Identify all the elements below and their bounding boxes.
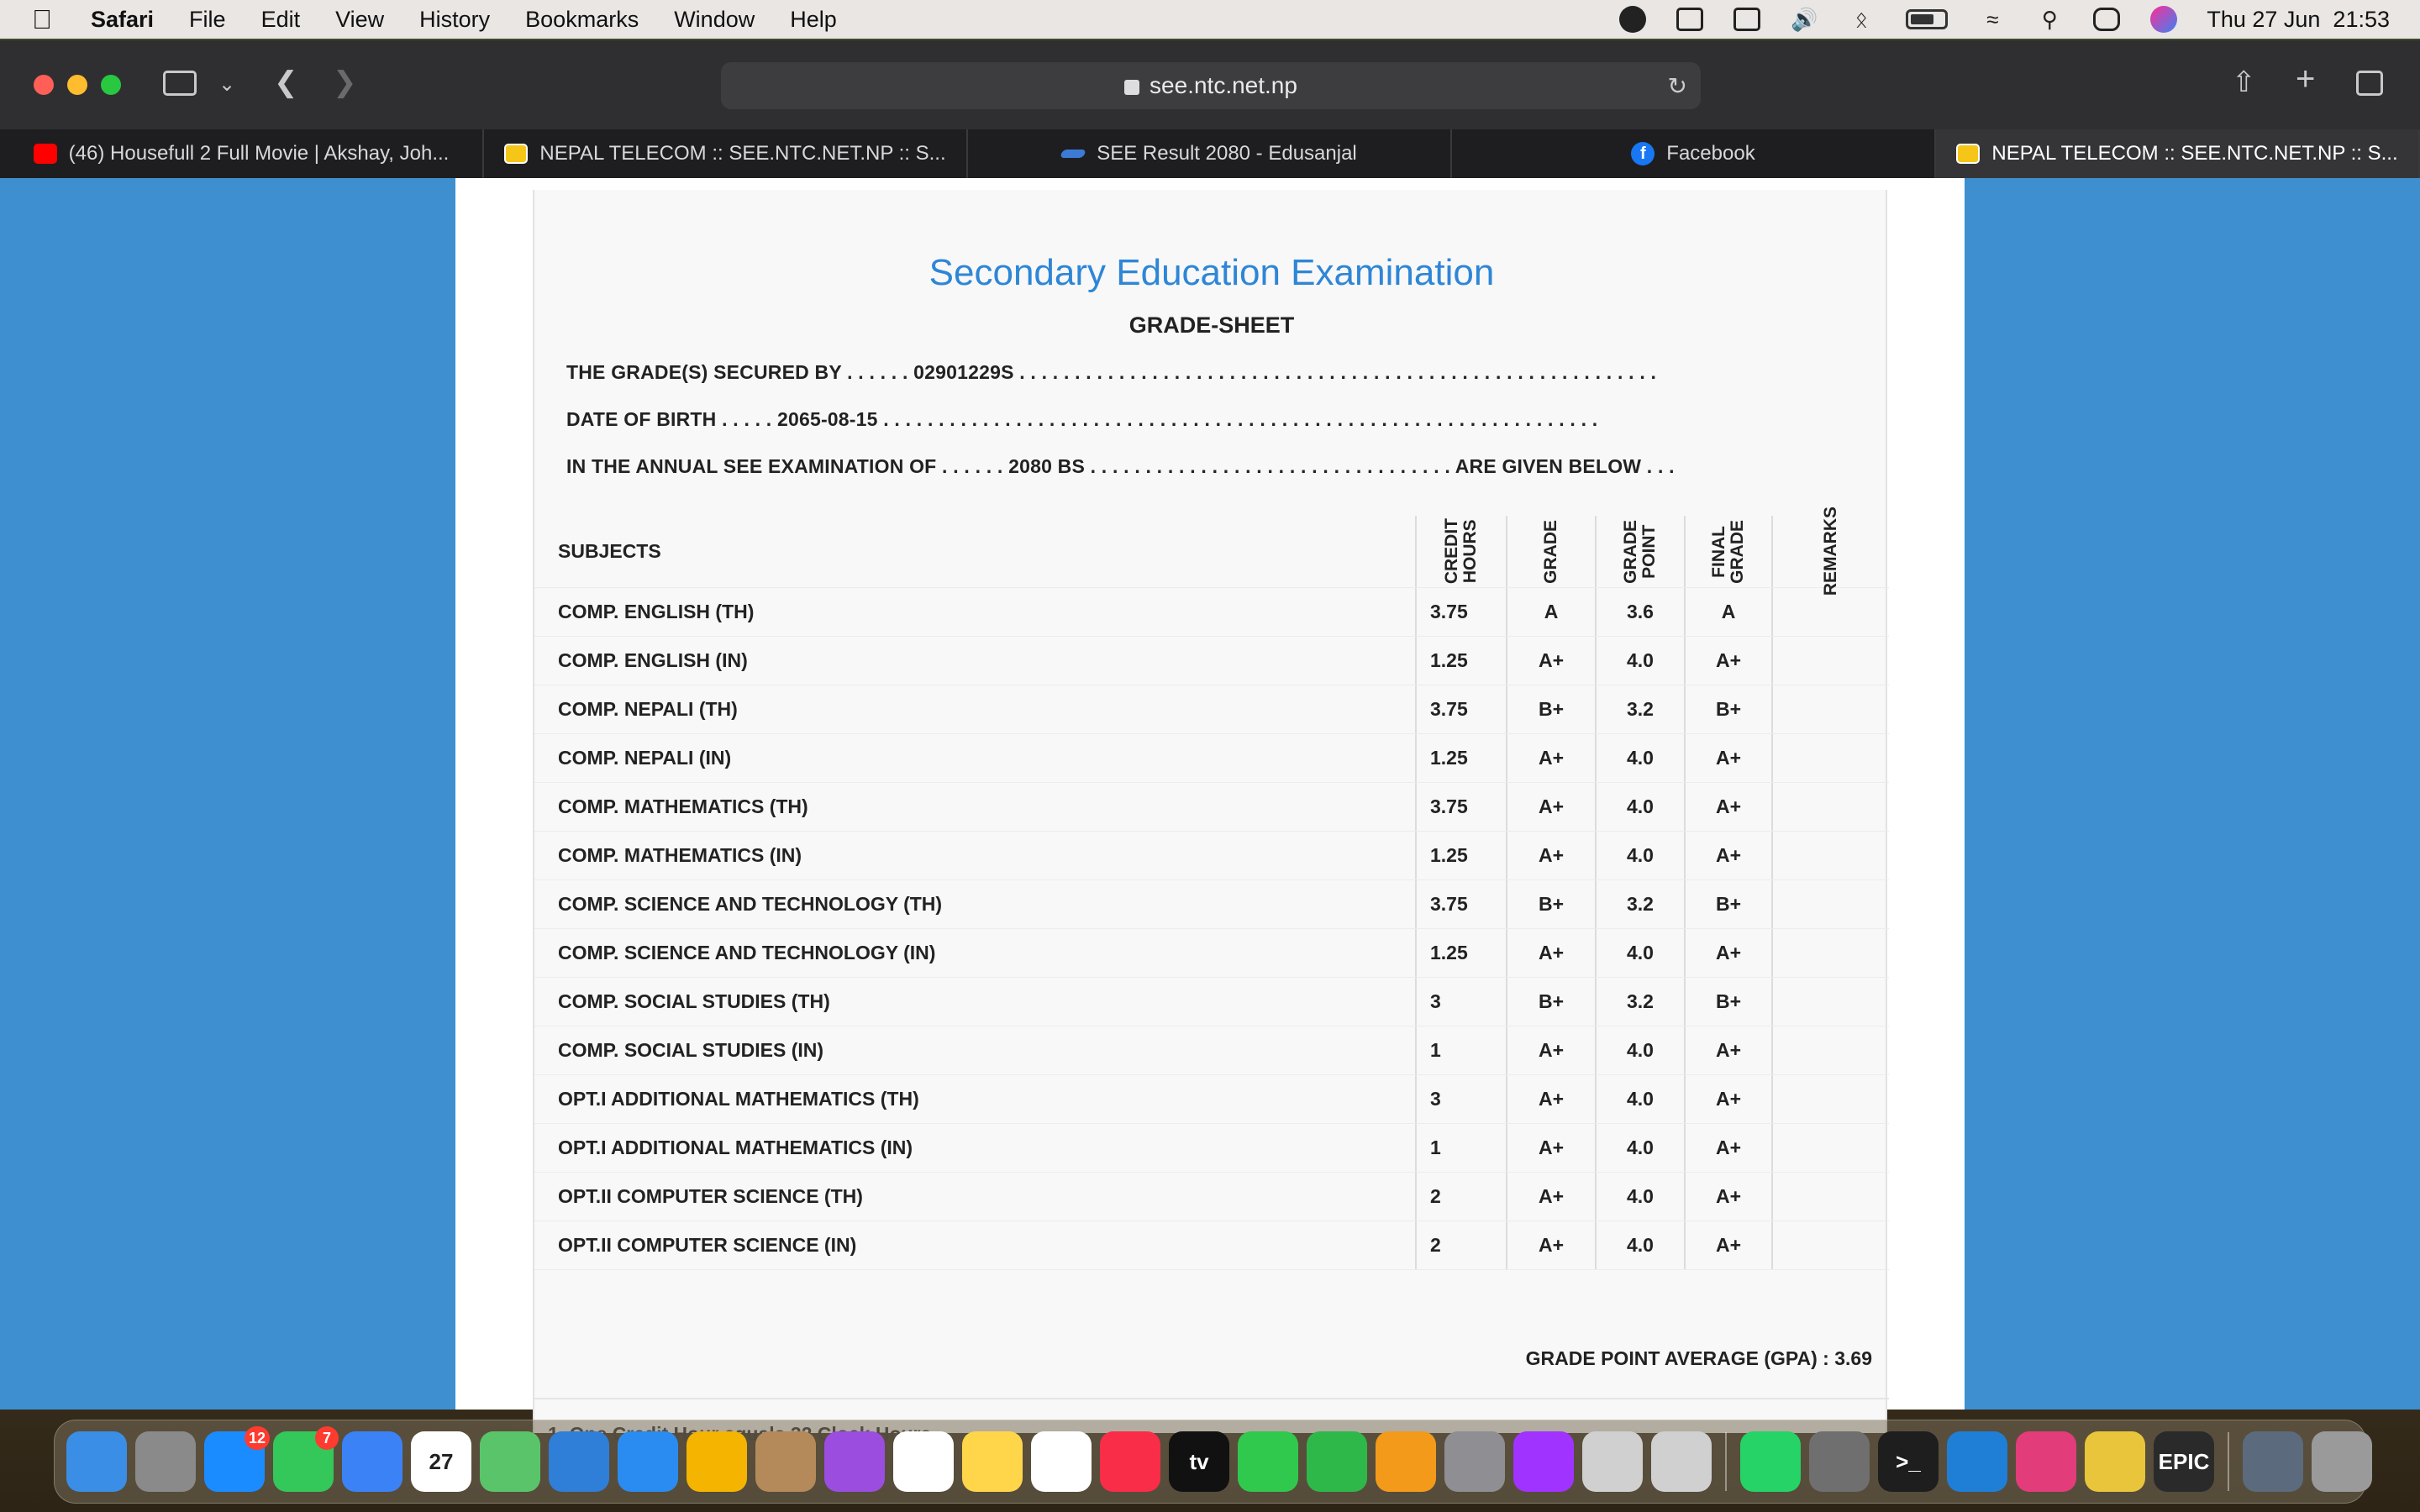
finder-icon[interactable]: [66, 1431, 127, 1492]
menu-window[interactable]: Window: [674, 6, 755, 32]
subject-cell: OPT.II COMPUTER SCIENCE (IN): [558, 1234, 857, 1256]
menu-bookmarks[interactable]: Bookmarks: [525, 6, 639, 32]
grade-cell: A: [1506, 588, 1595, 636]
header-grade-point: GRADE POINT: [1595, 516, 1684, 587]
tab-bar: [0, 129, 2420, 178]
close-window-button[interactable]: [34, 75, 54, 95]
header-remarks: REMARKS: [1771, 516, 1889, 587]
new-tab-button[interactable]: +: [2296, 60, 2316, 97]
remarks-cell: [1771, 1124, 1889, 1172]
header-final-grade: FINAL GRADE: [1684, 516, 1771, 587]
tab-ntc-1[interactable]: [484, 129, 968, 178]
messages-icon[interactable]: [273, 1431, 334, 1492]
menu-bar: [0, 0, 2420, 39]
numbers-icon[interactable]: [1307, 1431, 1367, 1492]
dock: [54, 1420, 2366, 1504]
grade-cell: A+: [1506, 1124, 1595, 1172]
grade-point-cell: 4.0: [1595, 1124, 1684, 1172]
menu-view[interactable]: View: [335, 6, 385, 32]
final-grade-cell: A+: [1684, 734, 1771, 782]
subject-cell: OPT.II COMPUTER SCIENCE (TH): [558, 1185, 863, 1207]
table-row: [534, 1173, 1889, 1221]
subject-cell: COMP. NEPALI (TH): [558, 698, 738, 720]
roblox-icon[interactable]: [1582, 1431, 1643, 1492]
forward-button[interactable]: ❯: [333, 66, 357, 98]
tab-youtube[interactable]: [0, 129, 484, 178]
tab-title: (46) Housefull 2 Full Movie | Akshay, Joh...: [68, 142, 450, 165]
calendar-icon[interactable]: [411, 1431, 471, 1492]
freeform-icon[interactable]: [1031, 1431, 1092, 1492]
lock-icon: [1124, 80, 1139, 95]
table-row: [534, 685, 1889, 734]
ntc-icon: [1956, 144, 1980, 164]
app-store-icon[interactable]: [204, 1431, 265, 1492]
grade-sheet-heading: GRADE-SHEET: [1128, 312, 1295, 338]
subject-cell: COMP. SOCIAL STUDIES (IN): [558, 1039, 824, 1061]
date-of-birth-line: DATE OF BIRTH . . . . . 2065-08-15 . . . . . . . . . . . . . . . . . . . . . . . . . . . . . . . . . . . . . . . . . . . . . . . . . . . . . . . . . . . . . . . . .: [566, 408, 1598, 430]
epic-games-icon[interactable]: [2154, 1431, 2214, 1492]
spotlight-search-icon[interactable]: ⚲: [2041, 6, 2058, 32]
subject-cell: COMP. ENGLISH (IN): [558, 649, 748, 671]
menu-clock[interactable]: Thu 27 Jun 21:53: [2207, 6, 2390, 32]
final-grade-cell: A+: [1684, 832, 1771, 879]
youtube-icon: [34, 144, 57, 164]
wps-status-icon[interactable]: [1676, 7, 1704, 32]
photos-icon[interactable]: [687, 1431, 747, 1492]
credit-hours-cell: 2: [1415, 1221, 1506, 1269]
subject-cell: COMP. SOCIAL STUDIES (TH): [558, 990, 830, 1012]
back-button[interactable]: ❮: [274, 66, 298, 98]
safari-window: [0, 40, 2420, 1410]
grade-point-cell: 4.0: [1595, 832, 1684, 879]
tab-title: NEPAL TELECOM :: SEE.NTC.NET.NP :: S...: [1991, 142, 2398, 165]
secured-by-line: THE GRADE(S) SECURED BY . . . . . . 02901229S . . . . . . . . . . . . . . . . . . . . . . . . . . . . . . . . . . . . . . . . . . . . . . . . . . . . . . . . . .: [566, 361, 1657, 383]
remarks-cell: [1771, 978, 1889, 1026]
grade-cell: A+: [1506, 1221, 1595, 1269]
downloads-stack-icon[interactable]: [2243, 1431, 2303, 1492]
bluetooth-icon[interactable]: ᛟ: [1854, 6, 1869, 32]
chrome-icon[interactable]: [2085, 1431, 2145, 1492]
menu-file[interactable]: File: [189, 6, 226, 32]
tab-facebook[interactable]: [1452, 129, 1936, 178]
table-row: [534, 1026, 1889, 1075]
remarks-cell: [1771, 1026, 1889, 1074]
final-grade-cell: A+: [1684, 1221, 1771, 1269]
subject-cell: COMP. MATHEMATICS (IN): [558, 844, 802, 866]
podcasts-icon[interactable]: [824, 1431, 885, 1492]
final-grade-cell: A+: [1684, 1026, 1771, 1074]
final-grade-cell: B+: [1684, 685, 1771, 733]
grade-cell: B+: [1506, 880, 1595, 928]
final-grade-cell: A: [1684, 588, 1771, 636]
grade-cell: A+: [1506, 1075, 1595, 1123]
credit-hours-cell: 1.25: [1415, 832, 1506, 879]
exam-title: Secondary Education Examination: [929, 252, 1495, 293]
header-credit-hours: CREDIT HOURS: [1415, 516, 1506, 587]
remarks-cell: [1771, 685, 1889, 733]
contacts-icon[interactable]: [755, 1431, 816, 1492]
vscode-icon[interactable]: [1947, 1431, 2007, 1492]
grade-point-cell: 3.6: [1595, 588, 1684, 636]
facetime-icon[interactable]: [1238, 1431, 1298, 1492]
table-row: [534, 734, 1889, 783]
ntc-icon: [504, 144, 528, 164]
remarks-cell: [1771, 1075, 1889, 1123]
menu-help[interactable]: Help: [790, 6, 837, 32]
subject-cell: COMP. ENGLISH (TH): [558, 601, 755, 622]
remarks-cell: [1771, 1221, 1889, 1269]
grade-point-cell: 3.2: [1595, 978, 1684, 1026]
grade-cell: A+: [1506, 734, 1595, 782]
remarks-cell: [1771, 734, 1889, 782]
credit-hours-cell: 1.25: [1415, 734, 1506, 782]
tab-title: SEE Result 2080 - Edusanjal: [1097, 142, 1357, 165]
credit-hours-cell: 3.75: [1415, 685, 1506, 733]
dock-icon-label: 27: [429, 1448, 454, 1474]
tab-title: Facebook: [1666, 142, 1755, 165]
credit-hours-cell: 3.75: [1415, 783, 1506, 831]
menu-history[interactable]: History: [419, 6, 491, 32]
gpa-summary: GRADE POINT AVERAGE (GPA) : 3.69: [1525, 1347, 1872, 1369]
apple-menu-icon[interactable]: [32, 4, 62, 35]
table-row: [534, 783, 1889, 832]
credit-hours-cell: 2: [1415, 1173, 1506, 1221]
grade-point-cell: 4.0: [1595, 1221, 1684, 1269]
subject-cell: COMP. SCIENCE AND TECHNOLOGY (IN): [558, 942, 936, 963]
table-row: [534, 1221, 1889, 1270]
grade-cell: A+: [1506, 1026, 1595, 1074]
grade-point-cell: 3.2: [1595, 880, 1684, 928]
table-row: [534, 880, 1889, 929]
status-area: [1618, 0, 2390, 39]
chevron-down-icon[interactable]: ⌄: [218, 73, 236, 96]
dock-icon-label: EPIC: [2158, 1448, 2210, 1474]
notification-badge: 7: [315, 1426, 339, 1450]
final-grade-cell: A+: [1684, 1173, 1771, 1221]
grade-point-cell: 4.0: [1595, 783, 1684, 831]
header-subjects: SUBJECTS: [558, 540, 661, 562]
reload-icon[interactable]: ↻: [1667, 73, 1687, 99]
launchpad-icon[interactable]: [135, 1431, 196, 1492]
remarks-cell: [1771, 783, 1889, 831]
header-grade: GRADE: [1506, 516, 1595, 587]
safari-icon[interactable]: [618, 1431, 678, 1492]
facebook-icon: f: [1631, 142, 1655, 165]
system-settings-icon[interactable]: [1444, 1431, 1505, 1492]
grade-cell: B+: [1506, 978, 1595, 1026]
final-grade-cell: A+: [1684, 783, 1771, 831]
minimize-window-button[interactable]: [67, 75, 87, 95]
remarks-cell: [1771, 880, 1889, 928]
grade-cell: A+: [1506, 637, 1595, 685]
browser-toolbar: [0, 40, 2420, 129]
subject-cell: COMP. NEPALI (IN): [558, 747, 732, 769]
volume-icon[interactable]: 🔊: [1791, 6, 1818, 32]
grade-point-cell: 4.0: [1595, 637, 1684, 685]
exam-year-line: IN THE ANNUAL SEE EXAMINATION OF . . . . . . 2080 BS . . . . . . . . . . . . . . . . . . . . . . . . . . . . . . . . . ARE GIVEN BELOW . . .: [566, 455, 1675, 477]
mail-icon[interactable]: [342, 1431, 402, 1492]
credit-hours-cell: 1.25: [1415, 637, 1506, 685]
remarks-cell: [1771, 929, 1889, 977]
table-row: [534, 588, 1889, 637]
credit-hours-cell: 3.75: [1415, 880, 1506, 928]
grade-point-cell: 4.0: [1595, 929, 1684, 977]
tab-title: NEPAL TELECOM :: SEE.NTC.NET.NP :: S...: [539, 142, 946, 165]
divider: [534, 1398, 1889, 1399]
keynote-icon[interactable]: [549, 1431, 609, 1492]
rocket-icon[interactable]: [1809, 1431, 1870, 1492]
grade-cell: A+: [1506, 783, 1595, 831]
final-grade-cell: B+: [1684, 880, 1771, 928]
subject-cell: OPT.I ADDITIONAL MATHEMATICS (TH): [558, 1088, 919, 1110]
credit-hours-cell: 1: [1415, 1124, 1506, 1172]
remarks-cell: [1771, 1173, 1889, 1221]
table-row: [534, 832, 1889, 880]
vpn-status-icon[interactable]: [1618, 7, 1647, 32]
dock-icon-label: tv: [1189, 1448, 1209, 1474]
subject-cell: OPT.I ADDITIONAL MATHEMATICS (IN): [558, 1137, 913, 1158]
dock-separator: [2228, 1432, 2229, 1491]
grade-sheet: [533, 190, 1887, 1433]
dock-icon-label: >_: [1896, 1448, 1921, 1474]
wifi-icon[interactable]: ≈: [1986, 6, 1999, 32]
table-row: [534, 1124, 1889, 1173]
messenger-icon[interactable]: [1513, 1431, 1574, 1492]
tab-overview-icon[interactable]: [2356, 71, 2383, 96]
credit-hours-cell: 1.25: [1415, 929, 1506, 977]
table-row: [534, 637, 1889, 685]
page-viewport[interactable]: [0, 178, 2420, 1410]
grade-cell: A+: [1506, 1173, 1595, 1221]
table-body: [534, 588, 1889, 1270]
siri-icon[interactable]: [2149, 7, 2178, 32]
notification-badge: 12: [245, 1426, 270, 1450]
address-bar[interactable]: [721, 62, 1701, 109]
credit-hours-cell: 3: [1415, 978, 1506, 1026]
grade-point-cell: 4.0: [1595, 734, 1684, 782]
remarks-cell: [1771, 588, 1889, 636]
music-icon[interactable]: [1100, 1431, 1160, 1492]
pages-icon[interactable]: [1376, 1431, 1436, 1492]
dock-separator: [1725, 1432, 1727, 1491]
grade-table: [534, 507, 1889, 1270]
table-row: [534, 1075, 1889, 1124]
whatsapp-icon[interactable]: [1740, 1431, 1801, 1492]
subject-cell: COMP. MATHEMATICS (TH): [558, 795, 808, 817]
url-text: see.ntc.net.np: [1150, 72, 1297, 98]
grade-cell: B+: [1506, 685, 1595, 733]
grade-point-cell: 4.0: [1595, 1026, 1684, 1074]
apple-tv-icon[interactable]: [1169, 1431, 1229, 1492]
tab-ntc-active[interactable]: [1936, 129, 2420, 178]
table-header-row: [534, 507, 1889, 596]
share-icon[interactable]: ⇧: [2232, 66, 2256, 98]
final-grade-cell: A+: [1684, 929, 1771, 977]
grade-cell: A+: [1506, 929, 1595, 977]
table-row: [534, 978, 1889, 1026]
roblox-studio-icon[interactable]: [1651, 1431, 1712, 1492]
final-grade-cell: A+: [1684, 1075, 1771, 1123]
display-icon[interactable]: [1733, 7, 1761, 32]
trash-icon[interactable]: [2312, 1431, 2372, 1492]
edusanjal-icon: [1060, 150, 1086, 158]
sidebar-toggle-icon[interactable]: [163, 71, 197, 96]
control-center-icon[interactable]: [2092, 7, 2121, 32]
table-row: [534, 929, 1889, 978]
remarks-cell: [1771, 637, 1889, 685]
maps-icon[interactable]: [480, 1431, 540, 1492]
grade-cell: A+: [1506, 832, 1595, 879]
tab-edusanjal[interactable]: [968, 129, 1452, 178]
wps-icon[interactable]: [2016, 1431, 2076, 1492]
final-grade-cell: B+: [1684, 978, 1771, 1026]
battery-icon[interactable]: [1904, 7, 1949, 32]
notes-icon[interactable]: [962, 1431, 1023, 1492]
final-grade-cell: A+: [1684, 1124, 1771, 1172]
fullscreen-window-button[interactable]: [101, 75, 121, 95]
terminal-icon[interactable]: [1878, 1431, 1939, 1492]
credit-hours-cell: 3: [1415, 1075, 1506, 1123]
credit-hours-cell: 3.75: [1415, 588, 1506, 636]
reminders-icon[interactable]: [893, 1431, 954, 1492]
final-grade-cell: A+: [1684, 637, 1771, 685]
menu-app-name[interactable]: Safari: [91, 6, 155, 32]
credit-hours-cell: 1: [1415, 1026, 1506, 1074]
menu-edit[interactable]: Edit: [260, 6, 301, 32]
subject-cell: COMP. SCIENCE AND TECHNOLOGY (TH): [558, 893, 943, 915]
grade-point-cell: 4.0: [1595, 1075, 1684, 1123]
grade-point-cell: 3.2: [1595, 685, 1684, 733]
grade-point-cell: 4.0: [1595, 1173, 1684, 1221]
remarks-cell: [1771, 832, 1889, 879]
